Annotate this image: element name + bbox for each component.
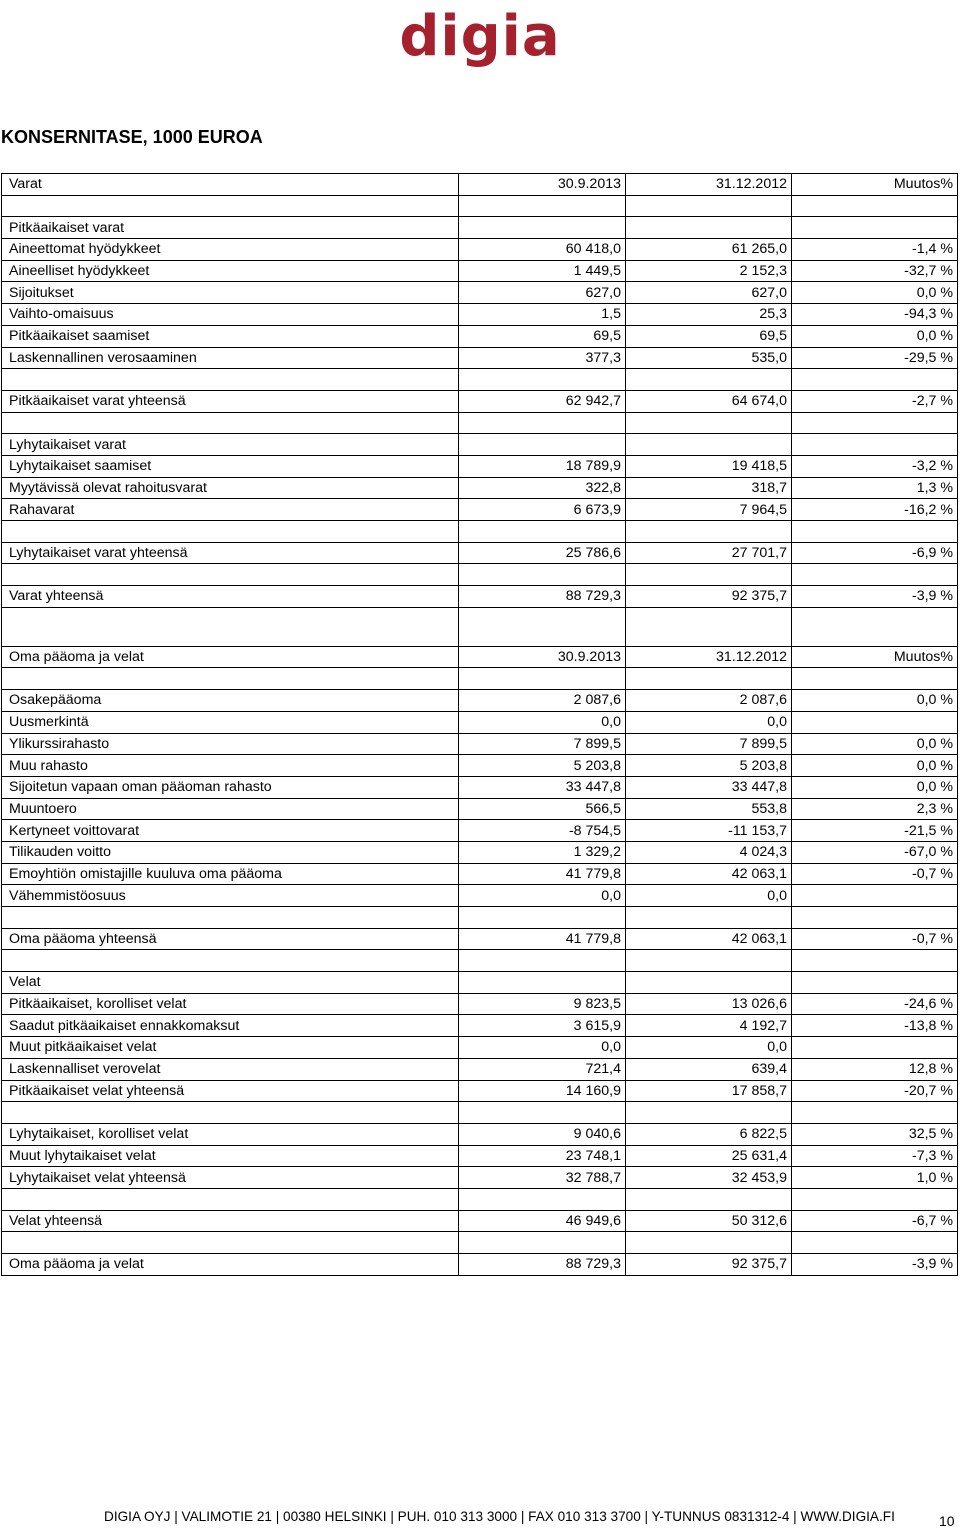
value-cell: 25 786,6 [459,542,626,564]
value-cell: 27 701,7 [626,542,792,564]
row-label-cell: Uusmerkintä [2,711,459,733]
value-cell: 7 899,5 [459,733,626,755]
row-label-cell: Myytävissä olevat rahoitusvarat [2,477,459,499]
row-label-cell [2,1188,459,1210]
footer-contact-info: DIGIA OYJ | VALIMOTIE 21 | 00380 HELSINKI | PUH. 010 313 3000 | FAX 010 313 3700 | Y-TUNNUS 0831312-4 | WWW.DIGIA.FI [104,1509,895,1524]
change-cell: 0,0 % [792,755,958,777]
table-row [2,434,958,456]
change-cell: 0,0 % [792,733,958,755]
change-cell: -3,9 % [792,586,958,608]
row-label-cell: Laskennallinen verosaaminen [2,347,459,369]
value-cell [459,1188,626,1210]
table-row [2,477,958,499]
row-label-cell: Muut pitkäaikaiset velat [2,1037,459,1059]
value-cell: 33 447,8 [459,776,626,798]
table-row [2,499,958,521]
change-cell: -32,7 % [792,260,958,282]
value-cell: 13 026,6 [626,993,792,1015]
table-row [2,1015,958,1037]
change-cell: -1,4 % [792,239,958,261]
value-cell: 4 192,7 [626,1015,792,1037]
change-cell: -29,5 % [792,347,958,369]
digia-logo: digia [399,4,561,69]
table-row [2,521,958,543]
value-cell: 25 631,4 [626,1145,792,1167]
value-cell: 1 329,2 [459,841,626,863]
value-cell: 62 942,7 [459,390,626,412]
value-cell: 60 418,0 [459,239,626,261]
value-cell: 0,0 [459,1037,626,1059]
value-cell [459,668,626,690]
table-row [2,711,958,733]
change-cell [792,668,958,690]
balance-sheet-table [1,173,958,1276]
table-row [2,282,958,304]
row-label-cell: Vaihto-omaisuus [2,304,459,326]
value-cell: -11 153,7 [626,820,792,842]
value-cell: 318,7 [626,477,792,499]
change-cell: 0,0 % [792,282,958,304]
row-label-cell: Aineelliset hyödykkeet [2,260,459,282]
change-cell [792,885,958,907]
table-row [2,1037,958,1059]
value-cell [626,1232,792,1254]
change-cell: 1,0 % [792,1167,958,1189]
page-number: 10 [939,1513,955,1529]
value-cell: 9 823,5 [459,993,626,1015]
change-cell: -0,7 % [792,863,958,885]
change-cell: 2,3 % [792,798,958,820]
table-row [2,820,958,842]
row-label-cell: Osakepääoma [2,690,459,712]
table-row [2,239,958,261]
table-row [2,733,958,755]
value-cell: 1 449,5 [459,260,626,282]
value-cell: 377,3 [459,347,626,369]
row-label-cell [2,369,459,391]
row-label-cell: Pitkäaikaiset velat yhteensä [2,1080,459,1102]
change-cell: Muutos% [792,646,958,668]
row-label-cell: Sijoitukset [2,282,459,304]
value-cell: 2 087,6 [626,690,792,712]
value-cell [459,950,626,972]
table-row [2,646,958,668]
value-cell: 33 447,8 [626,776,792,798]
table-row [2,1123,958,1145]
change-cell: -7,3 % [792,1145,958,1167]
change-cell: -3,2 % [792,455,958,477]
row-label-cell: Rahavarat [2,499,459,521]
value-cell: 69,5 [459,325,626,347]
change-cell: 0,0 % [792,325,958,347]
value-cell: 9 040,6 [459,1123,626,1145]
value-cell [626,950,792,972]
value-cell: 553,8 [626,798,792,820]
value-cell: 566,5 [459,798,626,820]
change-cell: 0,0 % [792,776,958,798]
value-cell: 23 748,1 [459,1145,626,1167]
change-cell: -6,9 % [792,542,958,564]
value-cell: 31.12.2012 [626,174,792,196]
row-label-cell: Velat [2,972,459,994]
value-cell [626,1102,792,1124]
value-cell: 7 964,5 [626,499,792,521]
value-cell: 627,0 [626,282,792,304]
value-cell: 88 729,3 [459,1254,626,1276]
change-cell: -16,2 % [792,499,958,521]
row-label-cell [2,412,459,434]
change-cell: -20,7 % [792,1080,958,1102]
value-cell: 64 674,0 [626,390,792,412]
table-row [2,1254,958,1276]
row-label-cell: Pitkäaikaiset saamiset [2,325,459,347]
row-label-cell: Laskennalliset verovelat [2,1058,459,1080]
table-row [2,1167,958,1189]
change-cell [792,950,958,972]
table-row [2,690,958,712]
change-cell: -13,8 % [792,1015,958,1037]
table-row [2,863,958,885]
row-label-cell [2,607,459,646]
value-cell: 3 615,9 [459,1015,626,1037]
value-cell [626,217,792,239]
change-cell: -21,5 % [792,820,958,842]
table-row [2,1080,958,1102]
change-cell [792,369,958,391]
change-cell [792,217,958,239]
table-row [2,1145,958,1167]
value-cell: 6 822,5 [626,1123,792,1145]
change-cell [792,1102,958,1124]
row-label-cell [2,1102,459,1124]
value-cell: 14 160,9 [459,1080,626,1102]
value-cell: 0,0 [626,1037,792,1059]
value-cell [459,412,626,434]
table-row [2,564,958,586]
value-cell [626,434,792,456]
row-label-cell [2,564,459,586]
row-label-cell: Velat yhteensä [2,1210,459,1232]
table-row [2,1102,958,1124]
value-cell: 32 453,9 [626,1167,792,1189]
table-row [2,412,958,434]
change-cell [792,521,958,543]
table-row [2,776,958,798]
row-label-cell: Pitkäaikaiset varat [2,217,459,239]
row-label-cell: Aineettomat hyödykkeet [2,239,459,261]
value-cell: 31.12.2012 [626,646,792,668]
change-cell: -6,7 % [792,1210,958,1232]
table-row [2,1058,958,1080]
value-cell: 25,3 [626,304,792,326]
value-cell [459,217,626,239]
value-cell [626,972,792,994]
value-cell [626,907,792,929]
value-cell: 17 858,7 [626,1080,792,1102]
value-cell [626,521,792,543]
value-cell [626,564,792,586]
value-cell [459,1232,626,1254]
value-cell [626,369,792,391]
row-label-cell: Lyhytaikaiset varat [2,434,459,456]
value-cell: 0,0 [626,885,792,907]
value-cell: 5 203,8 [459,755,626,777]
value-cell: 18 789,9 [459,455,626,477]
change-cell [792,434,958,456]
change-cell [792,711,958,733]
row-label-cell: Vähemmistöosuus [2,885,459,907]
row-label-cell: Oma pääoma ja velat [2,646,459,668]
page-title: KONSERNITASE, 1000 EUROA [1,127,263,147]
row-label-cell: Saadut pitkäaikaiset ennakkomaksut [2,1015,459,1037]
row-label-cell: Muut lyhytaikaiset velat [2,1145,459,1167]
value-cell: 92 375,7 [626,586,792,608]
table-row [2,755,958,777]
value-cell: 2 152,3 [626,260,792,282]
value-cell: 4 024,3 [626,841,792,863]
table-row [2,347,958,369]
change-cell: 0,0 % [792,690,958,712]
change-cell: 1,3 % [792,477,958,499]
table-row [2,607,958,646]
value-cell: 535,0 [626,347,792,369]
value-cell: 46 949,6 [459,1210,626,1232]
value-cell [626,607,792,646]
row-label-cell [2,907,459,929]
value-cell: 50 312,6 [626,1210,792,1232]
value-cell: -8 754,5 [459,820,626,842]
row-label-cell [2,521,459,543]
value-cell: 322,8 [459,477,626,499]
value-cell: 92 375,7 [626,1254,792,1276]
value-cell: 30.9.2013 [459,174,626,196]
row-label-cell [2,195,459,217]
table-row [2,928,958,950]
row-label-cell: Sijoitetun vapaan oman pääoman rahasto [2,776,459,798]
value-cell: 2 087,6 [459,690,626,712]
row-label-cell: Varat yhteensä [2,586,459,608]
row-label-cell: Varat [2,174,459,196]
value-cell [459,434,626,456]
row-label-cell: Lyhytaikaiset saamiset [2,455,459,477]
value-cell: 0,0 [626,711,792,733]
table-row [2,907,958,929]
row-label-cell: Muu rahasto [2,755,459,777]
change-cell: -94,3 % [792,304,958,326]
value-cell: 6 673,9 [459,499,626,521]
value-cell: 61 265,0 [626,239,792,261]
row-label-cell: Lyhytaikaiset, korolliset velat [2,1123,459,1145]
value-cell [459,369,626,391]
value-cell: 42 063,1 [626,928,792,950]
value-cell [626,412,792,434]
row-label-cell [2,950,459,972]
change-cell: Muutos% [792,174,958,196]
row-label-cell: Oma pääoma ja velat [2,1254,459,1276]
change-cell: -67,0 % [792,841,958,863]
value-cell [459,195,626,217]
row-label-cell: Oma pääoma yhteensä [2,928,459,950]
table-row [2,260,958,282]
change-cell: 12,8 % [792,1058,958,1080]
value-cell: 88 729,3 [459,586,626,608]
table-row [2,668,958,690]
value-cell: 41 779,8 [459,863,626,885]
change-cell [792,1188,958,1210]
value-cell [626,195,792,217]
table-row [2,542,958,564]
value-cell: 639,4 [626,1058,792,1080]
value-cell: 42 063,1 [626,863,792,885]
row-label-cell [2,1232,459,1254]
change-cell [792,907,958,929]
value-cell [459,521,626,543]
value-cell: 721,4 [459,1058,626,1080]
row-label-cell: Kertyneet voittovarat [2,820,459,842]
change-cell [792,1037,958,1059]
value-cell [626,668,792,690]
change-cell [792,195,958,217]
change-cell: -24,6 % [792,993,958,1015]
table-row [2,325,958,347]
value-cell: 0,0 [459,711,626,733]
table-row [2,1232,958,1254]
table-row [2,885,958,907]
change-cell: -2,7 % [792,390,958,412]
value-cell [459,972,626,994]
value-cell: 1,5 [459,304,626,326]
table-row [2,950,958,972]
table-row [2,1210,958,1232]
change-cell [792,607,958,646]
row-label-cell: Emoyhtiön omistajille kuuluva oma pääoma [2,863,459,885]
table-row [2,304,958,326]
table-row [2,369,958,391]
value-cell [459,607,626,646]
row-label-cell: Pitkäaikaiset, korolliset velat [2,993,459,1015]
row-label-cell [2,668,459,690]
table-row [2,798,958,820]
row-label-cell: Lyhytaikaiset varat yhteensä [2,542,459,564]
row-label-cell: Ylikurssirahasto [2,733,459,755]
row-label-cell: Tilikauden voitto [2,841,459,863]
value-cell: 627,0 [459,282,626,304]
value-cell: 19 418,5 [626,455,792,477]
table-row [2,1188,958,1210]
value-cell [459,1102,626,1124]
row-label-cell: Muuntoero [2,798,459,820]
value-cell: 32 788,7 [459,1167,626,1189]
value-cell: 69,5 [626,325,792,347]
value-cell: 0,0 [459,885,626,907]
value-cell: 5 203,8 [626,755,792,777]
change-cell [792,412,958,434]
change-cell [792,1232,958,1254]
table-row [2,174,958,196]
value-cell: 41 779,8 [459,928,626,950]
table-row [2,390,958,412]
row-label-cell: Lyhytaikaiset velat yhteensä [2,1167,459,1189]
value-cell [626,1188,792,1210]
change-cell: -0,7 % [792,928,958,950]
change-cell [792,972,958,994]
row-label-cell: Pitkäaikaiset varat yhteensä [2,390,459,412]
table-row [2,972,958,994]
value-cell: 7 899,5 [626,733,792,755]
table-row [2,455,958,477]
change-cell: 32,5 % [792,1123,958,1145]
change-cell [792,564,958,586]
table-row [2,841,958,863]
value-cell: 30.9.2013 [459,646,626,668]
value-cell [459,907,626,929]
table-row [2,586,958,608]
change-cell: -3,9 % [792,1254,958,1276]
value-cell [459,564,626,586]
table-row [2,217,958,239]
table-row [2,195,958,217]
table-row [2,993,958,1015]
